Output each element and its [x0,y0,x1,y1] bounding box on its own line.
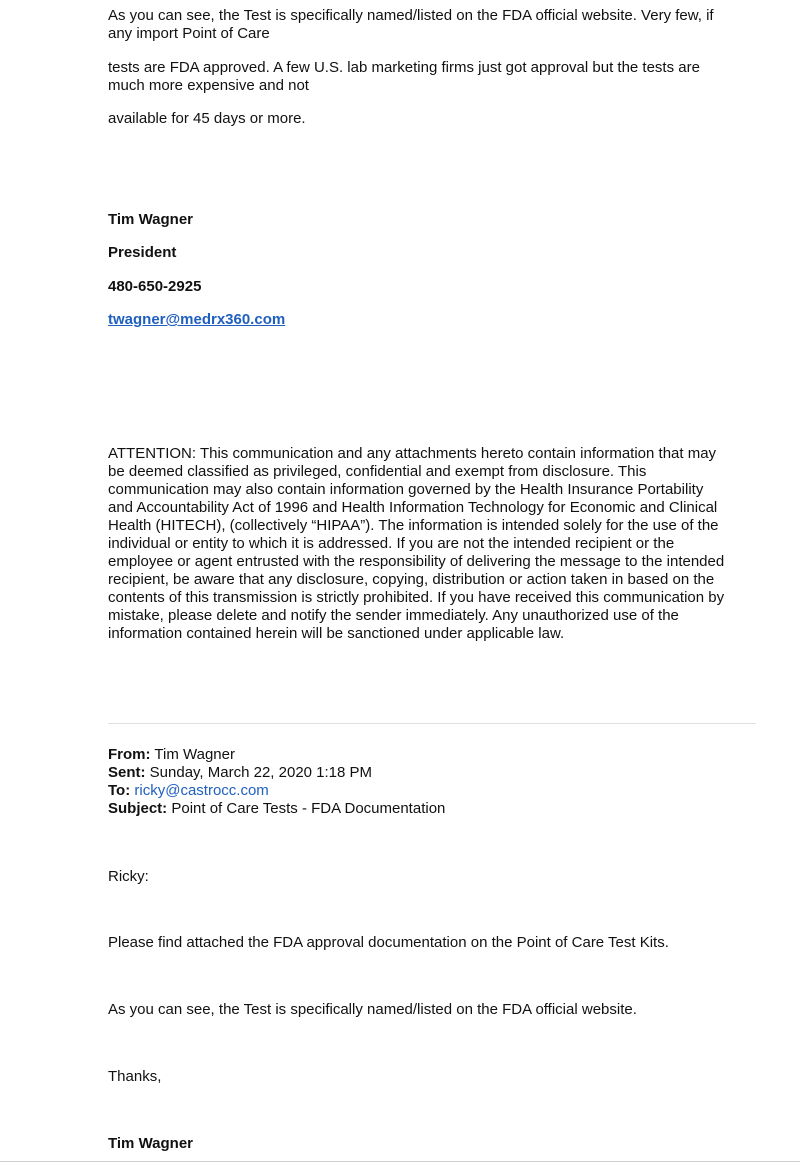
disclaimer-line: mistake, please delete and notify the sender immediately. Any unauthorized use of the [108,607,679,624]
to-row [108,782,756,800]
subject-label: Subject: [108,800,168,817]
original-greeting: Ricky: [108,868,149,885]
from-value: Tim Wagner [154,746,235,763]
signature-email-link[interactable]: twagner@medrx360.com [108,311,286,328]
original-line-2: As you can see, the Test is specifically named/listed on the FDA official website. [108,1001,637,1018]
to-email-link[interactable]: ricky@castrocc.com [134,782,269,799]
to-label: To: [108,782,131,799]
from-label: From: [108,746,151,763]
from-row [108,746,756,764]
sent-value: Sunday, March 22, 2020 1:18 PM [149,764,373,781]
signature-title: President [108,244,177,261]
disclaimer-line: contents of this transmission is strictly prohibited. If you have received this communication by [108,589,725,606]
disclaimer-line: ATTENTION: This communication and any attachments hereto contain information that may [108,445,717,462]
original-closing: Thanks, [108,1068,162,1085]
disclaimer-block [108,445,756,643]
reply-paragraph-2-line-1: tests are FDA approved. A few U.S. lab marketing firms just got approval but the tests are [108,59,700,76]
original-signature-name: Tim Wagner [108,1135,194,1152]
disclaimer-line: information contained herein will be sanctioned under applicable law. [108,625,565,642]
reply-paragraph-1 [108,7,756,43]
disclaimer-line: individual or entity to which it is addressed. If you are not the intended recipient or the [108,535,675,552]
sent-row [108,764,756,782]
signature-phone: 480-650-2925 [108,278,202,295]
forwarded-header [108,746,756,818]
original-line-1: Please find attached the FDA approval documentation on the Point of Care Test Kits. [108,934,669,951]
disclaimer-line: Health (HITECH), (collectively “HIPAA”). The information is intended solely for the use of the [108,517,719,534]
subject-row [108,800,756,818]
disclaimer-line: and Accountability Act of 1996 and Health Information Technology for Economic and Clinical [108,499,718,516]
reply-paragraph-2-line-2: much more expensive and not [108,77,309,94]
reply-paragraph-3: available for 45 days or more. [108,110,306,127]
sent-label: Sent: [108,764,146,781]
disclaimer-line: recipient, be aware that any disclosure, copying, distribution or action taken in based on the [108,571,715,588]
disclaimer-line: be deemed classified as privileged, confidential and exempt from disclosure. This [108,463,647,480]
disclaimer-line: communication may also contain information governed by the Health Insurance Portability [108,481,704,498]
reply-paragraph-2 [108,59,756,95]
reply-paragraph-1-line-1: As you can see, the Test is specifically named/listed on the FDA official website. Very few, if [108,7,714,24]
message-divider [108,723,756,724]
bottom-edge-rule [0,1161,800,1162]
signature-email-row [108,311,756,329]
disclaimer-line: employee or agent entrusted with the responsibility of delivering the message to the intended [108,553,725,570]
reply-paragraph-1-line-2: any import Point of Care [108,25,270,42]
signature-name: Tim Wagner [108,211,194,228]
subject-value: Point of Care Tests - FDA Documentation [171,800,446,817]
